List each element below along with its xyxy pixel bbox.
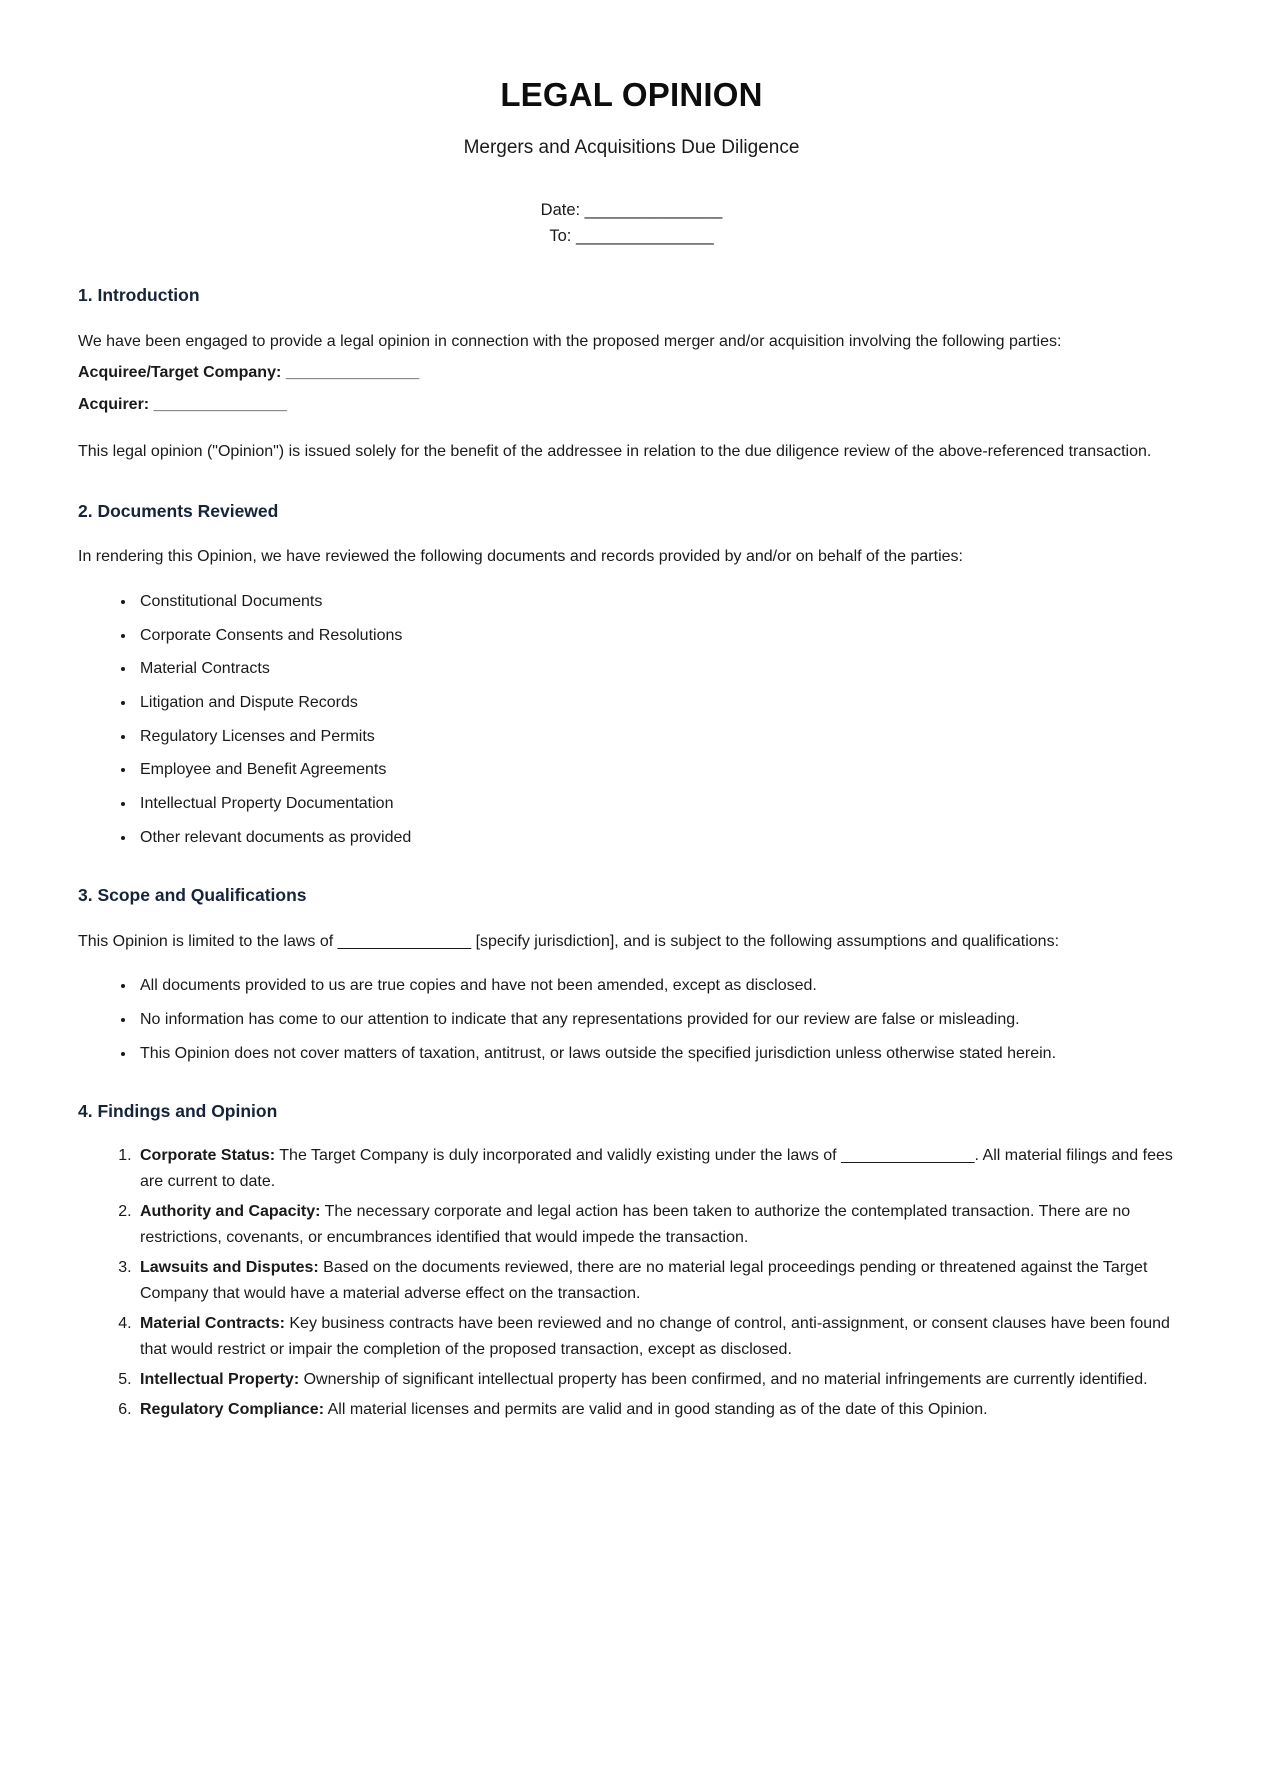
list-item: • Intellectual Property Documentation [136,792,1185,815]
finding-lead: Regulatory Compliance: [140,1400,325,1418]
finding-lead: Authority and Capacity: [140,1203,321,1221]
section-scope-and-qualifications [78,883,1185,1065]
date-field-line[interactable]: Date: _______________ [540,200,723,219]
document-subtitle: Mergers and Acquisitions Due Diligence [463,137,800,159]
list-item: • Constitutional Documents [136,590,1185,613]
to-field-line[interactable]: To: _______________ [549,226,714,245]
finding-text: Based on the documents reviewed, there are no material legal proceedings pending or threatened against the Target Company that would have a material adverse effect on the transaction. [140,1259,1148,1302]
list-item [136,1143,1185,1195]
scope-intro-paragraph[interactable]: This Opinion is limited to the laws of _______________ [specify jurisdiction], and is subject to the following assumptions and qualifications: [78,932,1060,950]
finding-text: The necessary corporate and legal action has been taken to authorize the contemplated transaction. There are no restrictions, covenants, or encumbrances identified that would impede the transaction. [140,1203,1131,1247]
documents-reviewed-list [78,590,1185,849]
list-item [136,1397,1185,1423]
scope-qualifications-list [78,974,1185,1065]
finding-lead: Lawsuits and Disputes: [140,1259,319,1277]
finding-lead: Corporate Status: [140,1147,276,1165]
list-item: • This Opinion does not cover matters of taxation, antitrust, or laws outside the specified jurisdiction unless otherwise stated herein. [136,1042,1185,1065]
list-item: • Litigation and Dispute Records [136,691,1185,714]
finding-text: Ownership of significant intellectual property has been confirmed, and no material infringements are currently identified. [299,1370,1148,1388]
section-heading-documents-reviewed: 2. Documents Reviewed [78,500,279,521]
section-documents-reviewed [78,499,1185,849]
document-meta-block [78,198,1185,249]
list-item: • No information has come to our attention to indicate that any representations provided for our review are false or misleading. [136,1008,1185,1031]
finding-text: Key business contracts have been reviewed and no change of control, anti-assignment, or consent clauses have been found that would restrict or impair the completion of the proposed transaction, except as disclosed. [140,1314,1170,1358]
finding-lead: Intellectual Property: [140,1370,300,1388]
document-title: LEGAL OPINION [500,76,763,113]
finding-text: The Target Company is duly incorporated and validly existing under the laws of _______________. All material filings and fees are current to date. [140,1147,1173,1191]
list-item: • All documents provided to us are true copies and have not been amended, except as disclosed. [136,974,1185,997]
finding-lead: Material Contracts: [140,1314,285,1332]
introduction-intro-paragraph: We have been engaged to provide a legal opinion in connection with the proposed merger and/or acquisition involving the following parties: [78,332,1062,350]
acquiree-target-company-line[interactable]: Acquiree/Target Company: _______________ [78,364,420,382]
list-item [136,1367,1185,1393]
section-heading-findings-and-opinion: 4. Findings and Opinion [78,1100,278,1121]
list-item [136,1311,1185,1363]
findings-list [78,1143,1185,1422]
section-introduction [78,283,1185,465]
list-item: • Employee and Benefit Agreements [136,758,1185,781]
documents-reviewed-intro-paragraph: In rendering this Opinion, we have reviewed the following documents and records provided by and/or on behalf of the parties: [78,548,963,566]
section-heading-introduction: 1. Introduction [78,285,200,306]
acquirer-line[interactable]: Acquirer: _______________ [78,396,288,414]
list-item: • Corporate Consents and Resolutions [136,624,1185,647]
list-item [136,1255,1185,1307]
list-item [136,1199,1185,1251]
list-item: • Other relevant documents as provided [136,826,1185,849]
introduction-closing-paragraph: This legal opinion ("Opinion") is issued solely for the benefit of the addressee in relation to the due diligence review of the above-referenced transaction. [78,442,1152,460]
section-heading-scope-and-qualifications: 3. Scope and Qualifications [78,885,307,906]
list-item: • Material Contracts [136,657,1185,680]
list-item: • Regulatory Licenses and Permits [136,725,1185,748]
finding-text: All material licenses and permits are valid and in good standing as of the date of this Opinion. [324,1400,988,1418]
section-findings-and-opinion [78,1099,1185,1423]
